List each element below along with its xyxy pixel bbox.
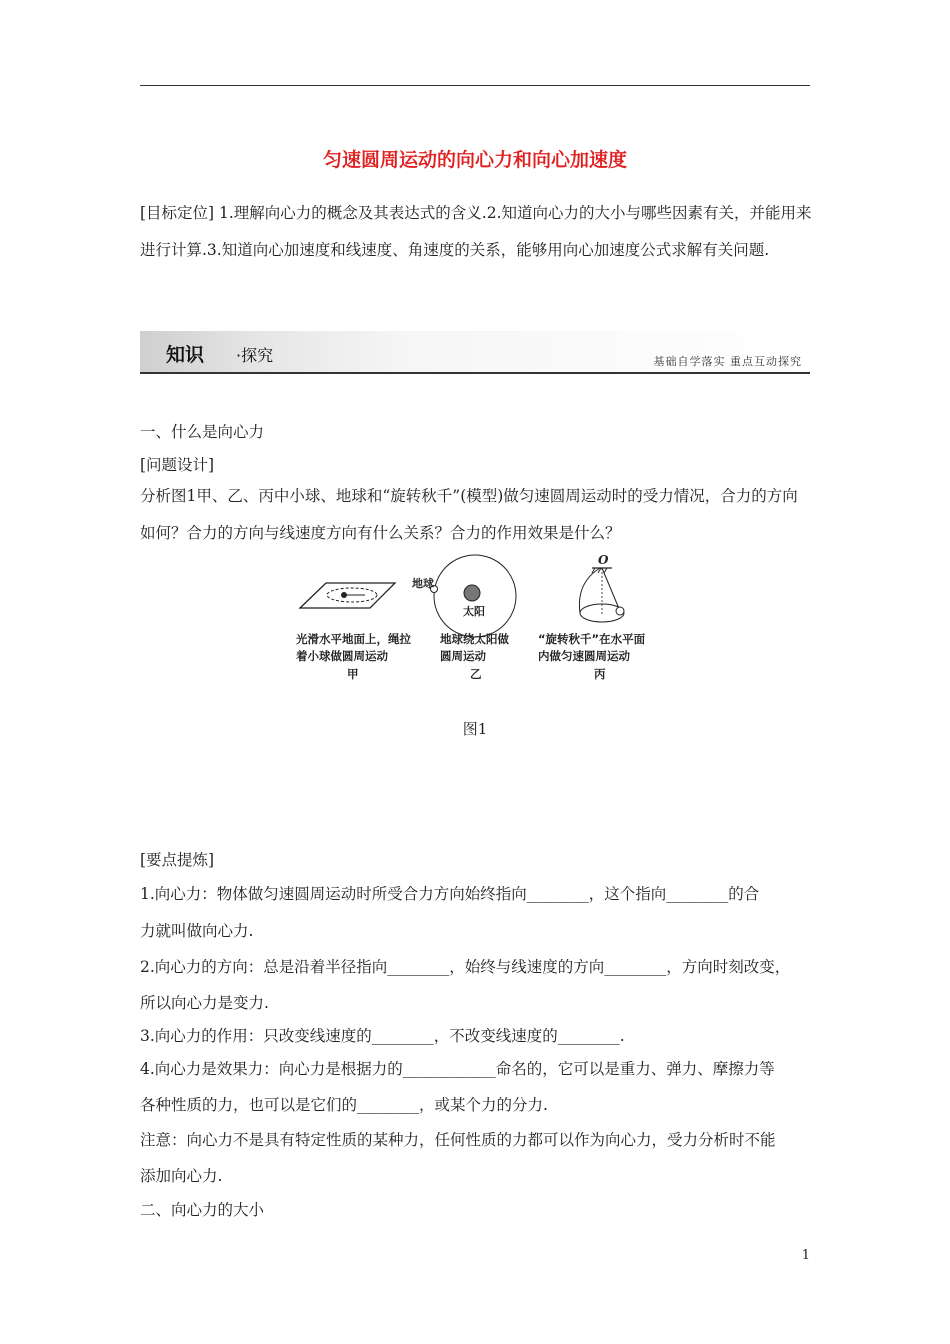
- note-line-2: 添加向心力.: [140, 1167, 223, 1185]
- section1-heading: 一、什么是向心力: [140, 423, 265, 441]
- figure-1: [290, 553, 670, 693]
- figure-caption: 图1: [462, 720, 488, 738]
- figure-c-caption: “旋转秋千”在水平面 内做匀速圆周运动: [538, 632, 646, 663]
- pivot-o-label: O: [598, 553, 609, 567]
- page-title: 匀速圆周运动的向心力和向心加速度: [322, 149, 627, 171]
- keypoint-3: 3.向心力的作用：只改变线速度的________，不改变线速度的________.: [140, 1027, 625, 1045]
- problem-design-label: [问题设计]: [140, 456, 215, 474]
- objectives-text: [目标定位] 1.理解向心力的概念及其表达式的含义.2.知道向心力的大小与哪些因素有关，并能用来进行计算.3.知道向心加速度和线速度、角速度的关系，能够用向心加速度公式求解有关问题.: [140, 204, 812, 259]
- keypoint-4-line-1: 4.向心力是效果力：向心力是根据力的____________命名的，它可以是重力、弹力、摩擦力等: [140, 1060, 775, 1078]
- figure-a-label: 甲: [347, 667, 359, 681]
- note-line-1: 注意：向心力不是具有特定性质的某种力，任何性质的力都可以作为向心力，受力分析时不能: [140, 1131, 776, 1149]
- keypoint-1-line-1: 1.向心力：物体做匀速圆周运动时所受合力方向始终指向________，这个指向________的合: [140, 885, 760, 903]
- keypoint-2-line-2: 所以向心力是变力.: [140, 994, 269, 1012]
- section2-heading: 二、向心力的大小: [140, 1201, 265, 1219]
- banner-title: 知识: [166, 344, 205, 366]
- figure-a-drawing: [300, 583, 395, 608]
- figure-b-caption: 地球绕太阳做 圆周运动: [440, 632, 509, 663]
- header-rule: [140, 85, 810, 86]
- figure-a-caption: 光滑水平地面上，绳拉 着小球做圆周运动: [296, 632, 411, 663]
- figure-b-label: 乙: [470, 667, 482, 681]
- earth-label: 地球: [412, 577, 434, 590]
- section-banner: [140, 331, 810, 375]
- keypoint-2-line-1: 2.向心力的方向：总是沿着半径指向________，始终与线速度的方向________，方向时刻改变，: [140, 958, 791, 976]
- problem-question: 分析图1甲、乙、丙中小球、地球和“旋转秋千”(模型)做匀速圆周运动时的受力情况，合力的方向如何？合力的方向与线速度方向有什么关系？合力的作用效果是什么？: [140, 487, 798, 542]
- figure-c-label: 丙: [594, 667, 606, 681]
- figure-c-drawing: [579, 568, 624, 622]
- banner-rule: [140, 372, 810, 374]
- banner-right-text: 基础自学落实 重点互动探究: [653, 355, 802, 368]
- keypoints-label: [要点提炼]: [140, 851, 215, 869]
- page-number: 1: [801, 1248, 810, 1263]
- keypoint-4-line-2: 各种性质的力，也可以是它们的________，或某个力的分力.: [140, 1096, 548, 1114]
- keypoint-1-line-2: 力就叫做向心力.: [140, 922, 254, 940]
- figure-b-drawing: [431, 555, 517, 637]
- banner-subtitle: ·探究: [236, 346, 274, 365]
- sun-label: 太阳: [463, 605, 485, 618]
